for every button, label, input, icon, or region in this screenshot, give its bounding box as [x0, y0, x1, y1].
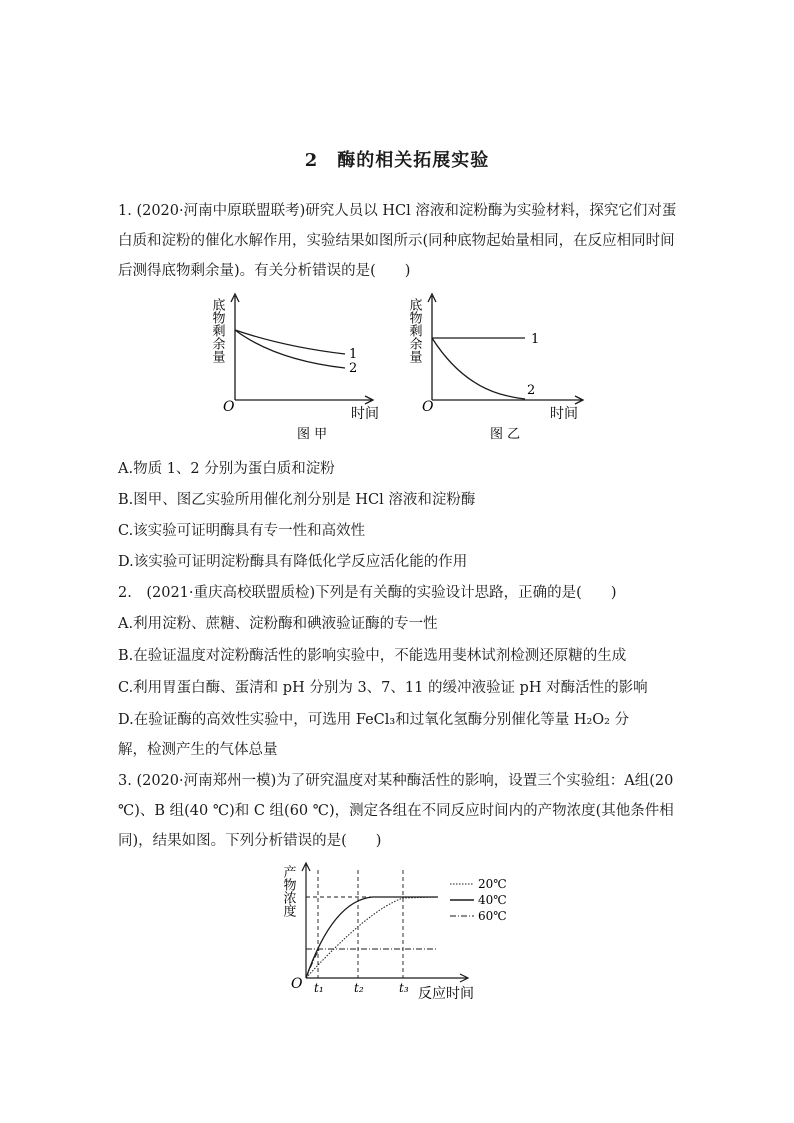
caption: 图 甲 — [297, 427, 328, 442]
q2-option-c: C.利用胃蛋白酶、蛋清和 pH 分别为 3、7、11 的缓冲液验证 pH 对酶活性的影响 — [118, 680, 648, 696]
origin-label: O — [223, 399, 235, 415]
q3-stem: 3. (2020·河南郑州一模)为了研究温度对某种酶活性的影响，设置三个实验组：A组(20 ℃)、B 组(40 ℃)和 C 组(60 ℃)，测定各组在不同反应时间内的产物浓度(其他条件相同)，结果如图。下列分析错误的是( ) — [118, 773, 674, 849]
x-label: 反应时间 — [418, 986, 474, 1002]
q2-option-d-cont: 解，检测产生的气体总量 — [118, 742, 278, 758]
q2-option-b: B.在验证温度对淀粉酶活性的影响实验中，不能选用斐林试剂检测还原糖的生成 — [118, 648, 627, 664]
page-title: 2 酶的相关拓展实验 — [304, 150, 490, 171]
origin-label: O — [291, 976, 303, 992]
q2-stem: 2. (2021·重庆高校联盟质检)下列是有关酶的实验设计思路，正确的是( ) — [118, 585, 617, 601]
caption: 图 乙 — [490, 427, 521, 442]
tick-t2: t₂ — [354, 981, 364, 995]
q1-option-d: D.该实验可证明淀粉酶具有降低化学反应活化能的作用 — [118, 554, 468, 570]
legend-20c: 20℃ — [478, 877, 507, 891]
y-label: 底物剩余量 — [209, 298, 225, 363]
q1-figure-b — [400, 292, 590, 447]
20c-curve — [306, 897, 438, 978]
x-label: 时间 — [550, 406, 578, 422]
y-label: 产物浓度 — [280, 865, 296, 917]
legend-60c: 60℃ — [478, 909, 507, 923]
curve-1-label: 1 — [349, 347, 358, 362]
q1-option-c: C.该实验可证明酶具有专一性和高效性 — [118, 523, 366, 539]
q1-option-a: A.物质 1、2 分别为蛋白质和淀粉 — [118, 461, 335, 477]
curve-1-label: 1 — [531, 332, 540, 347]
q1-option-b: B.图甲、图乙实验所用催化剂分别是 HCl 溶液和淀粉酶 — [118, 492, 476, 508]
q2-option-d: D.在验证酶的高效性实验中，可选用 FeCl₃和过氧化氢酶分别催化等量 H₂O₂ 分 — [118, 712, 630, 728]
curve-2-label: 2 — [527, 383, 536, 398]
curve-2 — [432, 338, 525, 399]
tick-t1: t₁ — [314, 981, 324, 995]
q2-option-a: A.利用淀粉、蔗糖、淀粉酶和碘液验证酶的专一性 — [118, 616, 438, 632]
x-label: 时间 — [351, 406, 379, 422]
q1-figure-a — [205, 292, 380, 447]
q1-stem: 1. (2020·河南中原联盟联考)研究人员以 HCl 溶液和淀粉酶为实验材料，探究它们对蛋白质和淀粉的催化水解作用，实验结果如图所示(同种底物起始量相同，在反应相同时间后测得底物剩余量)。有关分析错误的是( ) — [118, 203, 677, 279]
40c-curve — [306, 897, 438, 978]
curve-1 — [235, 330, 345, 354]
origin-label: O — [422, 399, 434, 415]
legend-40c: 40℃ — [478, 893, 507, 907]
tick-t3: t₃ — [399, 981, 409, 995]
q3-figure — [278, 860, 528, 1005]
curve-2-label: 2 — [349, 361, 358, 376]
y-label: 底物剩余量 — [406, 298, 422, 363]
